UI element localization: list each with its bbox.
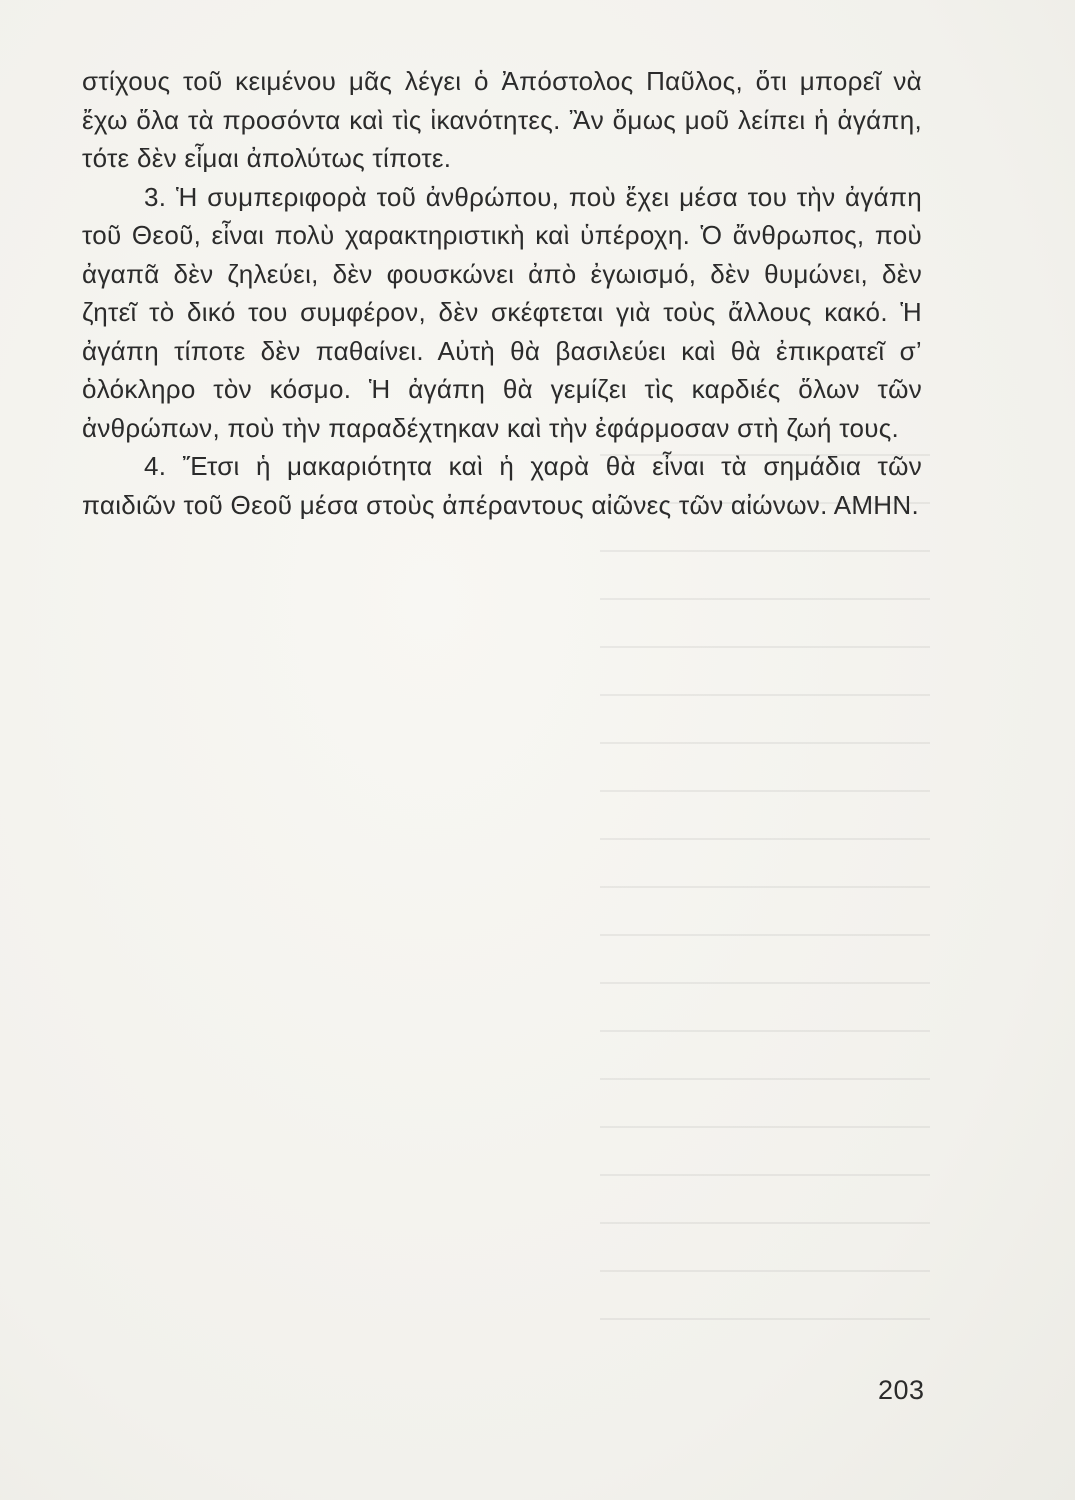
paragraph-1: στίχους τοῦ κειμένου μᾶς λέγει ὁ Ἀπόστολος Παῦλος, ὅτι μπορεῖ νὰ ἔχω ὅλα τὰ προσόντα καὶ τὶς ἱκανότητες. Ἂν ὅμως μοῦ λείπει ἡ ἀγάπη, τότε δὲν εἶμαι ἀπολύτως τίποτε. xyxy=(82,66,922,173)
paragraph-2: 3. Ἡ συμπεριφορὰ τοῦ ἀνθρώπου, ποὺ ἔχει μέσα του τὴν ἀγάπη τοῦ Θεοῦ, εἶναι πολὺ χαρακτηριστικὴ καὶ ὑπέροχη. Ὁ ἄνθρωπος, ποὺ ἀγαπᾶ δὲν ζηλεύει, δὲν φουσκώνει ἀπὸ ἐγωισμό, δὲν θυμώνει, δὲν ζητεῖ τὸ δικό του συμφέρον, δὲν σκέφτεται γιὰ τοὺς ἄλλους κακό. Ἡ ἀγάπη τίποτε δὲν παθαίνει. Αὐτὴ θὰ βασιλεύει καὶ θὰ ἐπικρατεῖ σ’ ὁλόκληρο τὸν κόσμο. Ἡ ἀγάπη θὰ γεμίζει τὶς καρδιές ὅλων τῶν ἀνθρώπων, ποὺ τὴν παραδέχτηκαν καὶ τὴν ἐφάρμοσαν στὴ ζωή τους. xyxy=(82,181,922,443)
page-number: 203 xyxy=(878,1375,925,1405)
show-through-texture xyxy=(600,420,930,1320)
body-text xyxy=(82,62,922,524)
paragraph-3: 4. Ἔτσι ἡ μακαριότητα καὶ ἡ χαρὰ θὰ εἶναι τὰ σημάδια τῶν παιδιῶν τοῦ Θεοῦ μέσα στοὺς ἀπέραντους αἰῶνες τῶν αἰώνων. ΑΜΗΝ. xyxy=(82,451,922,520)
